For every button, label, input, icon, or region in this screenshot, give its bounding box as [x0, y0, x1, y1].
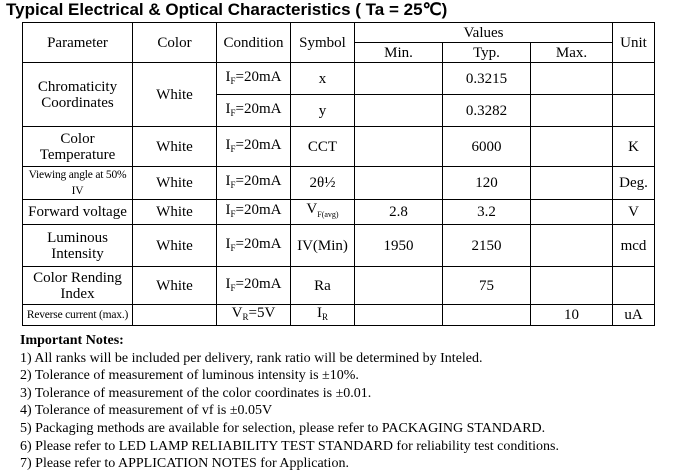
- typ-cell: 6000: [443, 127, 531, 167]
- note-item: 6) Please refer to LED LAMP RELIABILITY TEST STANDARD for reliability test conditions.: [20, 438, 559, 454]
- color-cell: White: [133, 63, 217, 127]
- condition-cell: $I_F=20mA$: [217, 200, 291, 225]
- condition-cell: $I_F=20mA$: [217, 95, 291, 127]
- parameter-cell: Chromaticity Coordinates: [23, 63, 133, 127]
- min-cell: [355, 63, 443, 95]
- unit-cell: [613, 95, 655, 127]
- symbol-cell: x: [291, 63, 355, 95]
- page-title: Typical Electrical & Optical Characteristics ( Ta = 25℃): [6, 0, 448, 19]
- parameter-cell: Luminous Intensity: [23, 225, 133, 267]
- typ-cell: 120: [443, 167, 531, 200]
- table-row: [23, 63, 655, 95]
- symbol-cell: $V_{F(avg)}$: [291, 200, 355, 225]
- header-condition: Condition: [217, 23, 291, 63]
- min-cell: 1950: [355, 225, 443, 267]
- typ-cell: 0.3215: [443, 63, 531, 95]
- note-item: 2) Tolerance of measurement of luminous intensity is ±10%.: [20, 368, 359, 384]
- header-max: Max.: [531, 43, 613, 63]
- table-row: [23, 225, 655, 267]
- unit-cell: Deg.: [613, 167, 655, 200]
- min-cell: [355, 167, 443, 200]
- max-cell: [531, 95, 613, 127]
- min-cell: [355, 267, 443, 305]
- unit-cell: [613, 63, 655, 95]
- color-cell: White: [133, 127, 217, 167]
- max-cell: [531, 267, 613, 305]
- unit-cell: uA: [613, 305, 655, 326]
- table-row: [23, 167, 655, 200]
- max-cell: [531, 127, 613, 167]
- min-cell: [355, 305, 443, 326]
- header-values: Values: [355, 23, 613, 43]
- typ-cell: 0.3282: [443, 95, 531, 127]
- typ-cell: [443, 305, 531, 326]
- notes-heading: Important Notes:: [20, 333, 124, 348]
- condition-cell: $I_F=20mA$: [217, 225, 291, 267]
- color-cell: White: [133, 200, 217, 225]
- color-cell: White: [133, 225, 217, 267]
- color-cell: White: [133, 267, 217, 305]
- parameter-cell: Color Rending Index: [23, 267, 133, 305]
- important-notes: [20, 332, 559, 473]
- table-row: [23, 267, 655, 305]
- note-item: 7) Please refer to APPLICATION NOTES for Application.: [20, 456, 349, 472]
- condition-cell: $V_R=5V$: [217, 305, 291, 326]
- min-cell: 2.8: [355, 200, 443, 225]
- symbol-cell: y: [291, 95, 355, 127]
- note-item: 4) Tolerance of measurement of vf is ±0.05V: [20, 403, 273, 419]
- header-row: [23, 23, 655, 43]
- max-cell: [531, 167, 613, 200]
- min-cell: [355, 127, 443, 167]
- parameter-cell: Forward voltage: [23, 200, 133, 225]
- symbol-cell: Ra: [291, 267, 355, 305]
- max-cell: 10: [531, 305, 613, 326]
- symbol-cell: $I_R$: [291, 305, 355, 326]
- typ-cell: 2150: [443, 225, 531, 267]
- max-cell: [531, 63, 613, 95]
- header-typ: Typ.: [443, 43, 531, 63]
- note-item: 1) All ranks will be included per delivery, rank ratio will be determined by Inteled.: [20, 350, 483, 366]
- characteristics-table: [22, 22, 655, 326]
- header-symbol: Symbol: [291, 23, 355, 63]
- condition-cell: $I_F=20mA$: [217, 127, 291, 167]
- color-cell: [133, 305, 217, 326]
- condition-cell: $I_F=20mA$: [217, 167, 291, 200]
- condition-cell: $I_F=20mA$: [217, 63, 291, 95]
- color-cell: White: [133, 167, 217, 200]
- header-unit: Unit: [613, 23, 655, 63]
- header-min: Min.: [355, 43, 443, 63]
- typ-cell: 75: [443, 267, 531, 305]
- symbol-cell: IV(Min): [291, 225, 355, 267]
- unit-cell: K: [613, 127, 655, 167]
- symbol-cell: 2θ½: [291, 167, 355, 200]
- unit-cell: [613, 267, 655, 305]
- note-item: 5) Packaging methods are available for selection, please refer to PACKAGING STANDARD.: [20, 420, 546, 436]
- max-cell: [531, 225, 613, 267]
- max-cell: [531, 200, 613, 225]
- header-parameter: Parameter: [23, 23, 133, 63]
- symbol-cell: CCT: [291, 127, 355, 167]
- typ-cell: 3.2: [443, 200, 531, 225]
- table-row: [23, 305, 655, 326]
- min-cell: [355, 95, 443, 127]
- parameter-cell: Color Temperature: [23, 127, 133, 167]
- note-item: 3) Tolerance of measurement of the color coordinates is ±0.01.: [20, 385, 372, 401]
- unit-cell: V: [613, 200, 655, 225]
- table-row: [23, 127, 655, 167]
- header-color: Color: [133, 23, 217, 63]
- table-row: [23, 200, 655, 225]
- condition-cell: $I_F=20mA$: [217, 267, 291, 305]
- parameter-cell: Reverse current (max.): [23, 305, 133, 326]
- unit-cell: mcd: [613, 225, 655, 267]
- parameter-cell: Viewing angle at 50% IV: [23, 167, 133, 200]
